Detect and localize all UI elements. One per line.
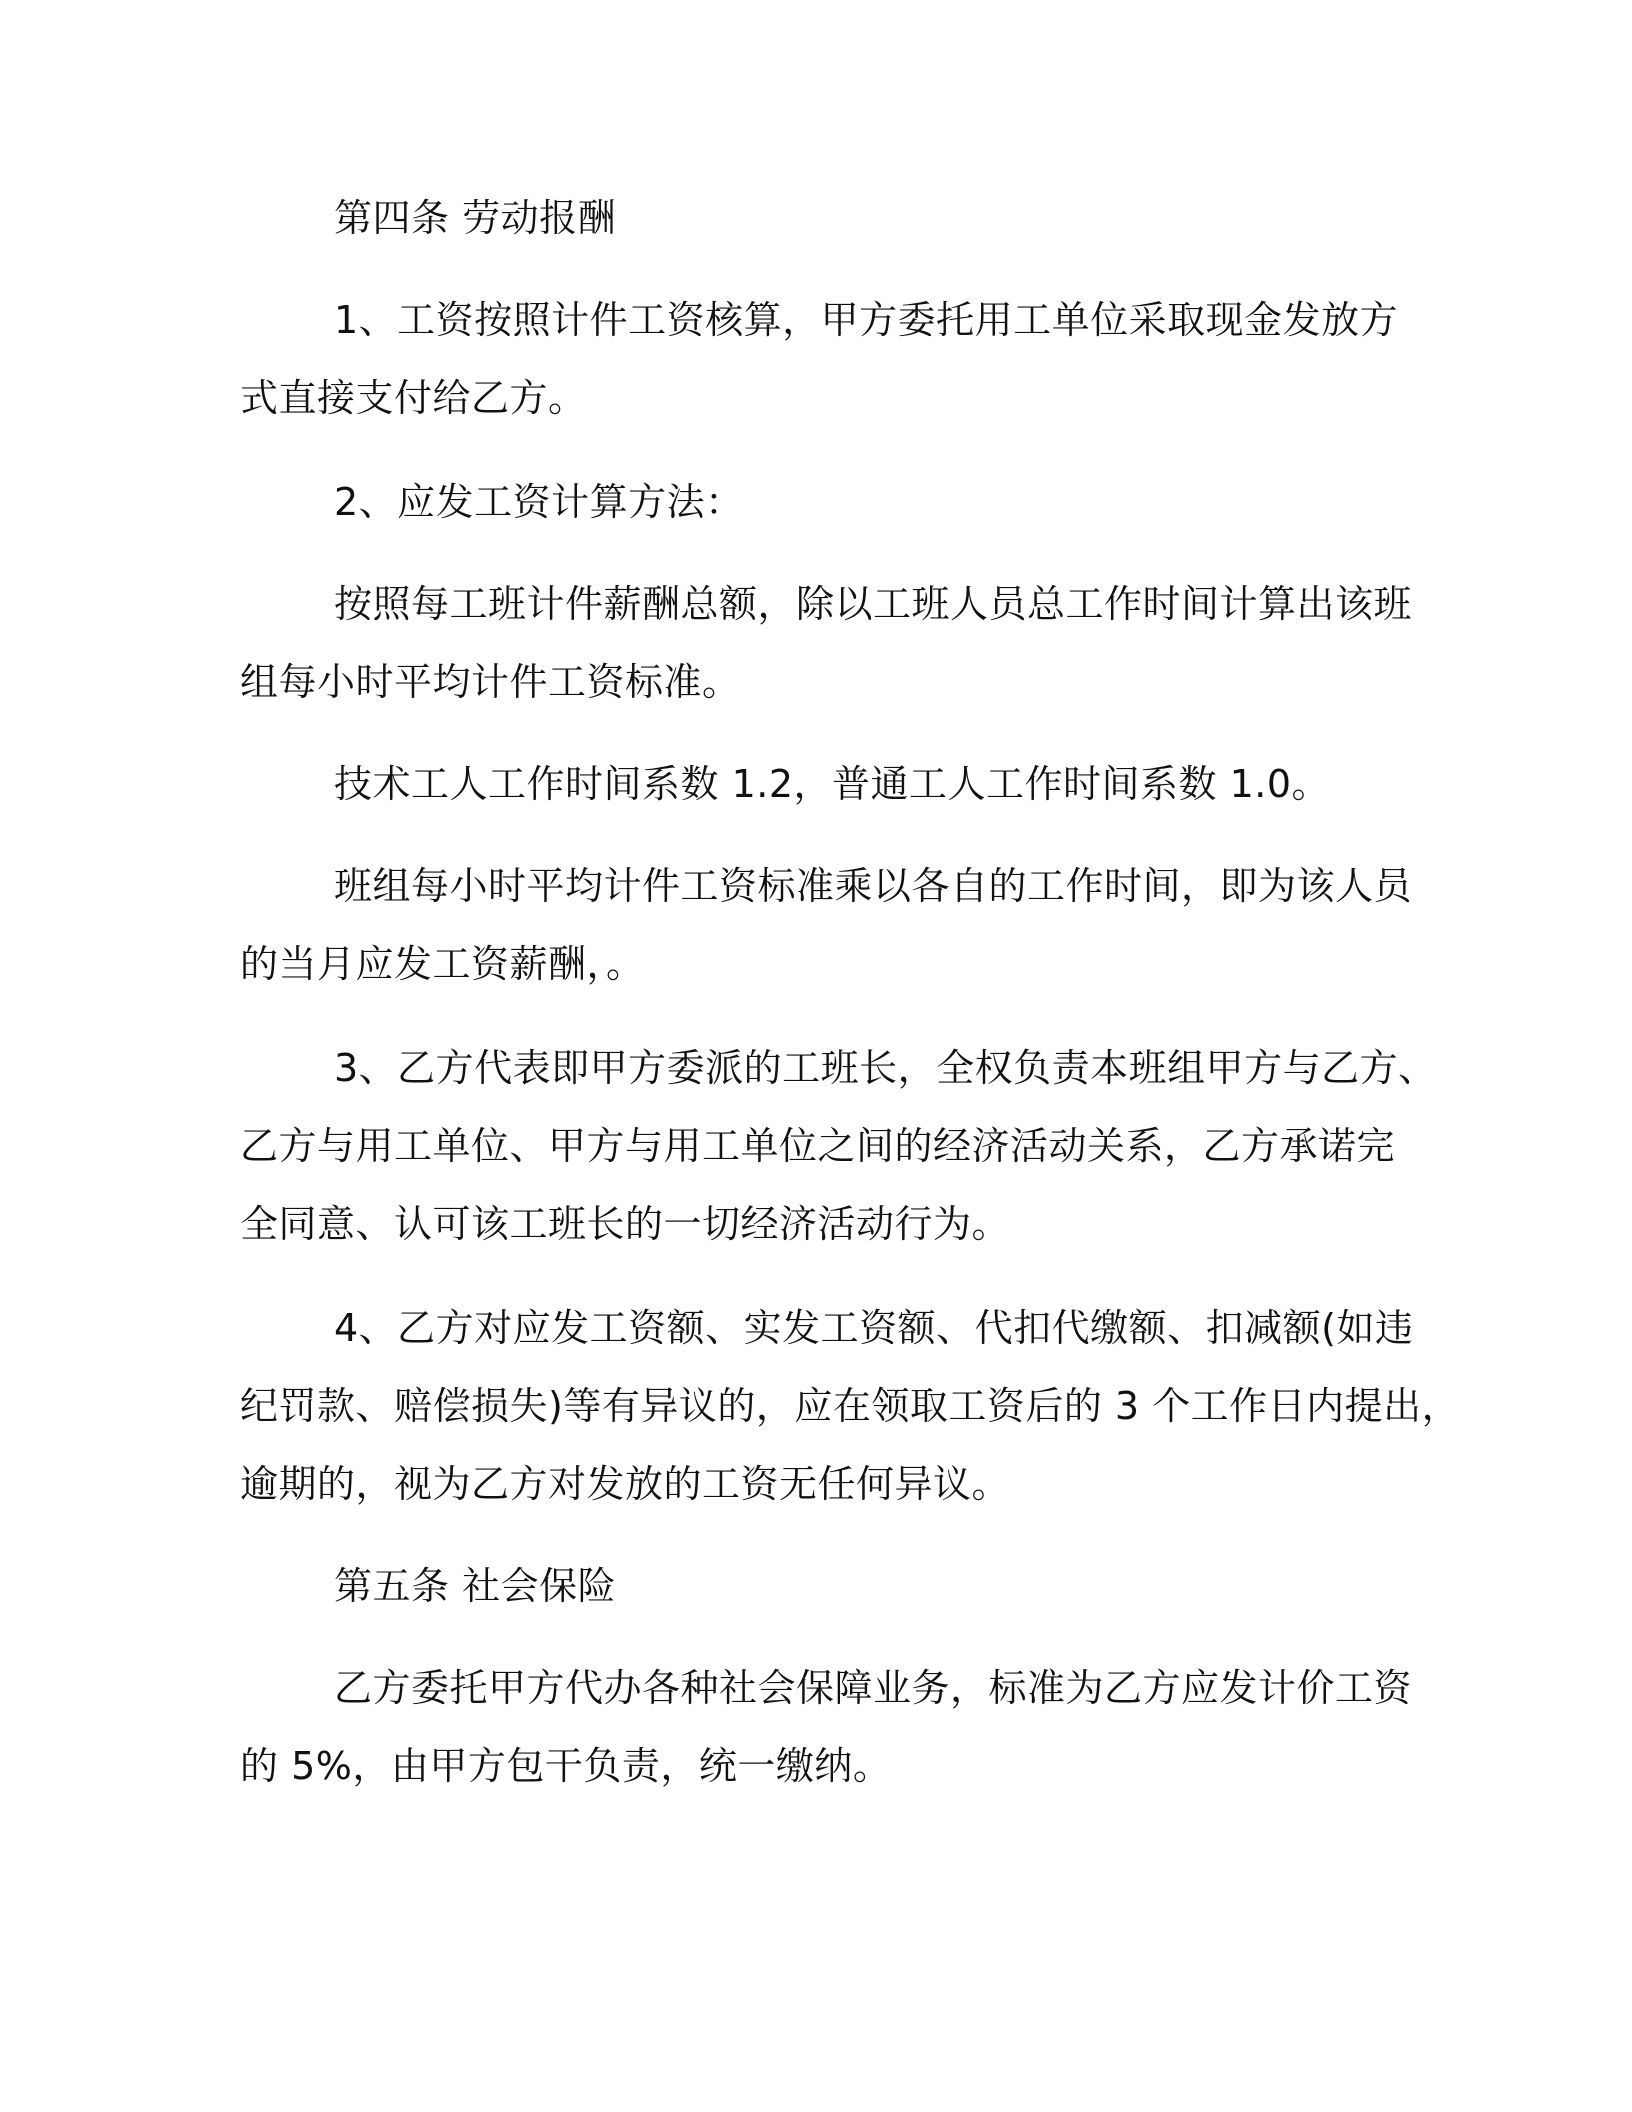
item3-line2: 乙方与用工单位、甲方与用工单位之间的经济活动关系，乙方承诺完 xyxy=(240,1124,1396,1168)
item2-para3-line2: 的当月应发工资薪酬，。 xyxy=(240,942,645,986)
article4-heading: 第四条 劳动报酬 xyxy=(334,196,617,240)
item4-line1: 4、乙方对应发工资额、实发工资额、代扣代缴额、扣减额(如违 xyxy=(334,1306,1414,1350)
article5-para-line2: 的 5%，由甲方包干负责，统一缴纳。 xyxy=(240,1744,892,1788)
item2-para3-line1: 班组每小时平均计件工资标准乘以各自的工作时间，即为该人员 xyxy=(334,864,1413,908)
item1-line1: 1、工资按照计件工资核算，甲方委托用工单位采取现金发放方 xyxy=(334,298,1399,342)
item2-para2: 技术工人工作时间系数 1.2，普通工人工作时间系数 1.0。 xyxy=(334,762,1331,806)
article5-heading: 第五条 社会保险 xyxy=(334,1564,617,1608)
item2-para1-line1: 按照每工班计件薪酬总额，除以工班人员总工作时间计算出该班 xyxy=(334,582,1413,626)
item1-line2: 式直接支付给乙方。 xyxy=(240,376,587,420)
item3-line3: 全同意、认可该工班长的一切经济活动行为。 xyxy=(240,1202,1011,1246)
item3-line1: 3、乙方代表即甲方委派的工班长，全权负责本班组甲方与乙方、 xyxy=(334,1046,1437,1090)
item4-line2: 纪罚款、赔偿损失)等有异议的，应在领取工资后的 3 个工作日内提出， xyxy=(240,1384,1461,1428)
article5-para-line1: 乙方委托甲方代办各种社会保障业务，标准为乙方应发计价工资 xyxy=(334,1666,1413,1710)
item2-title: 2、应发工资计算方法： xyxy=(334,480,744,524)
item4-line3: 逾期的，视为乙方对发放的工资无任何异议。 xyxy=(240,1462,1011,1506)
item2-para1-line2: 组每小时平均计件工资标准。 xyxy=(240,660,741,704)
